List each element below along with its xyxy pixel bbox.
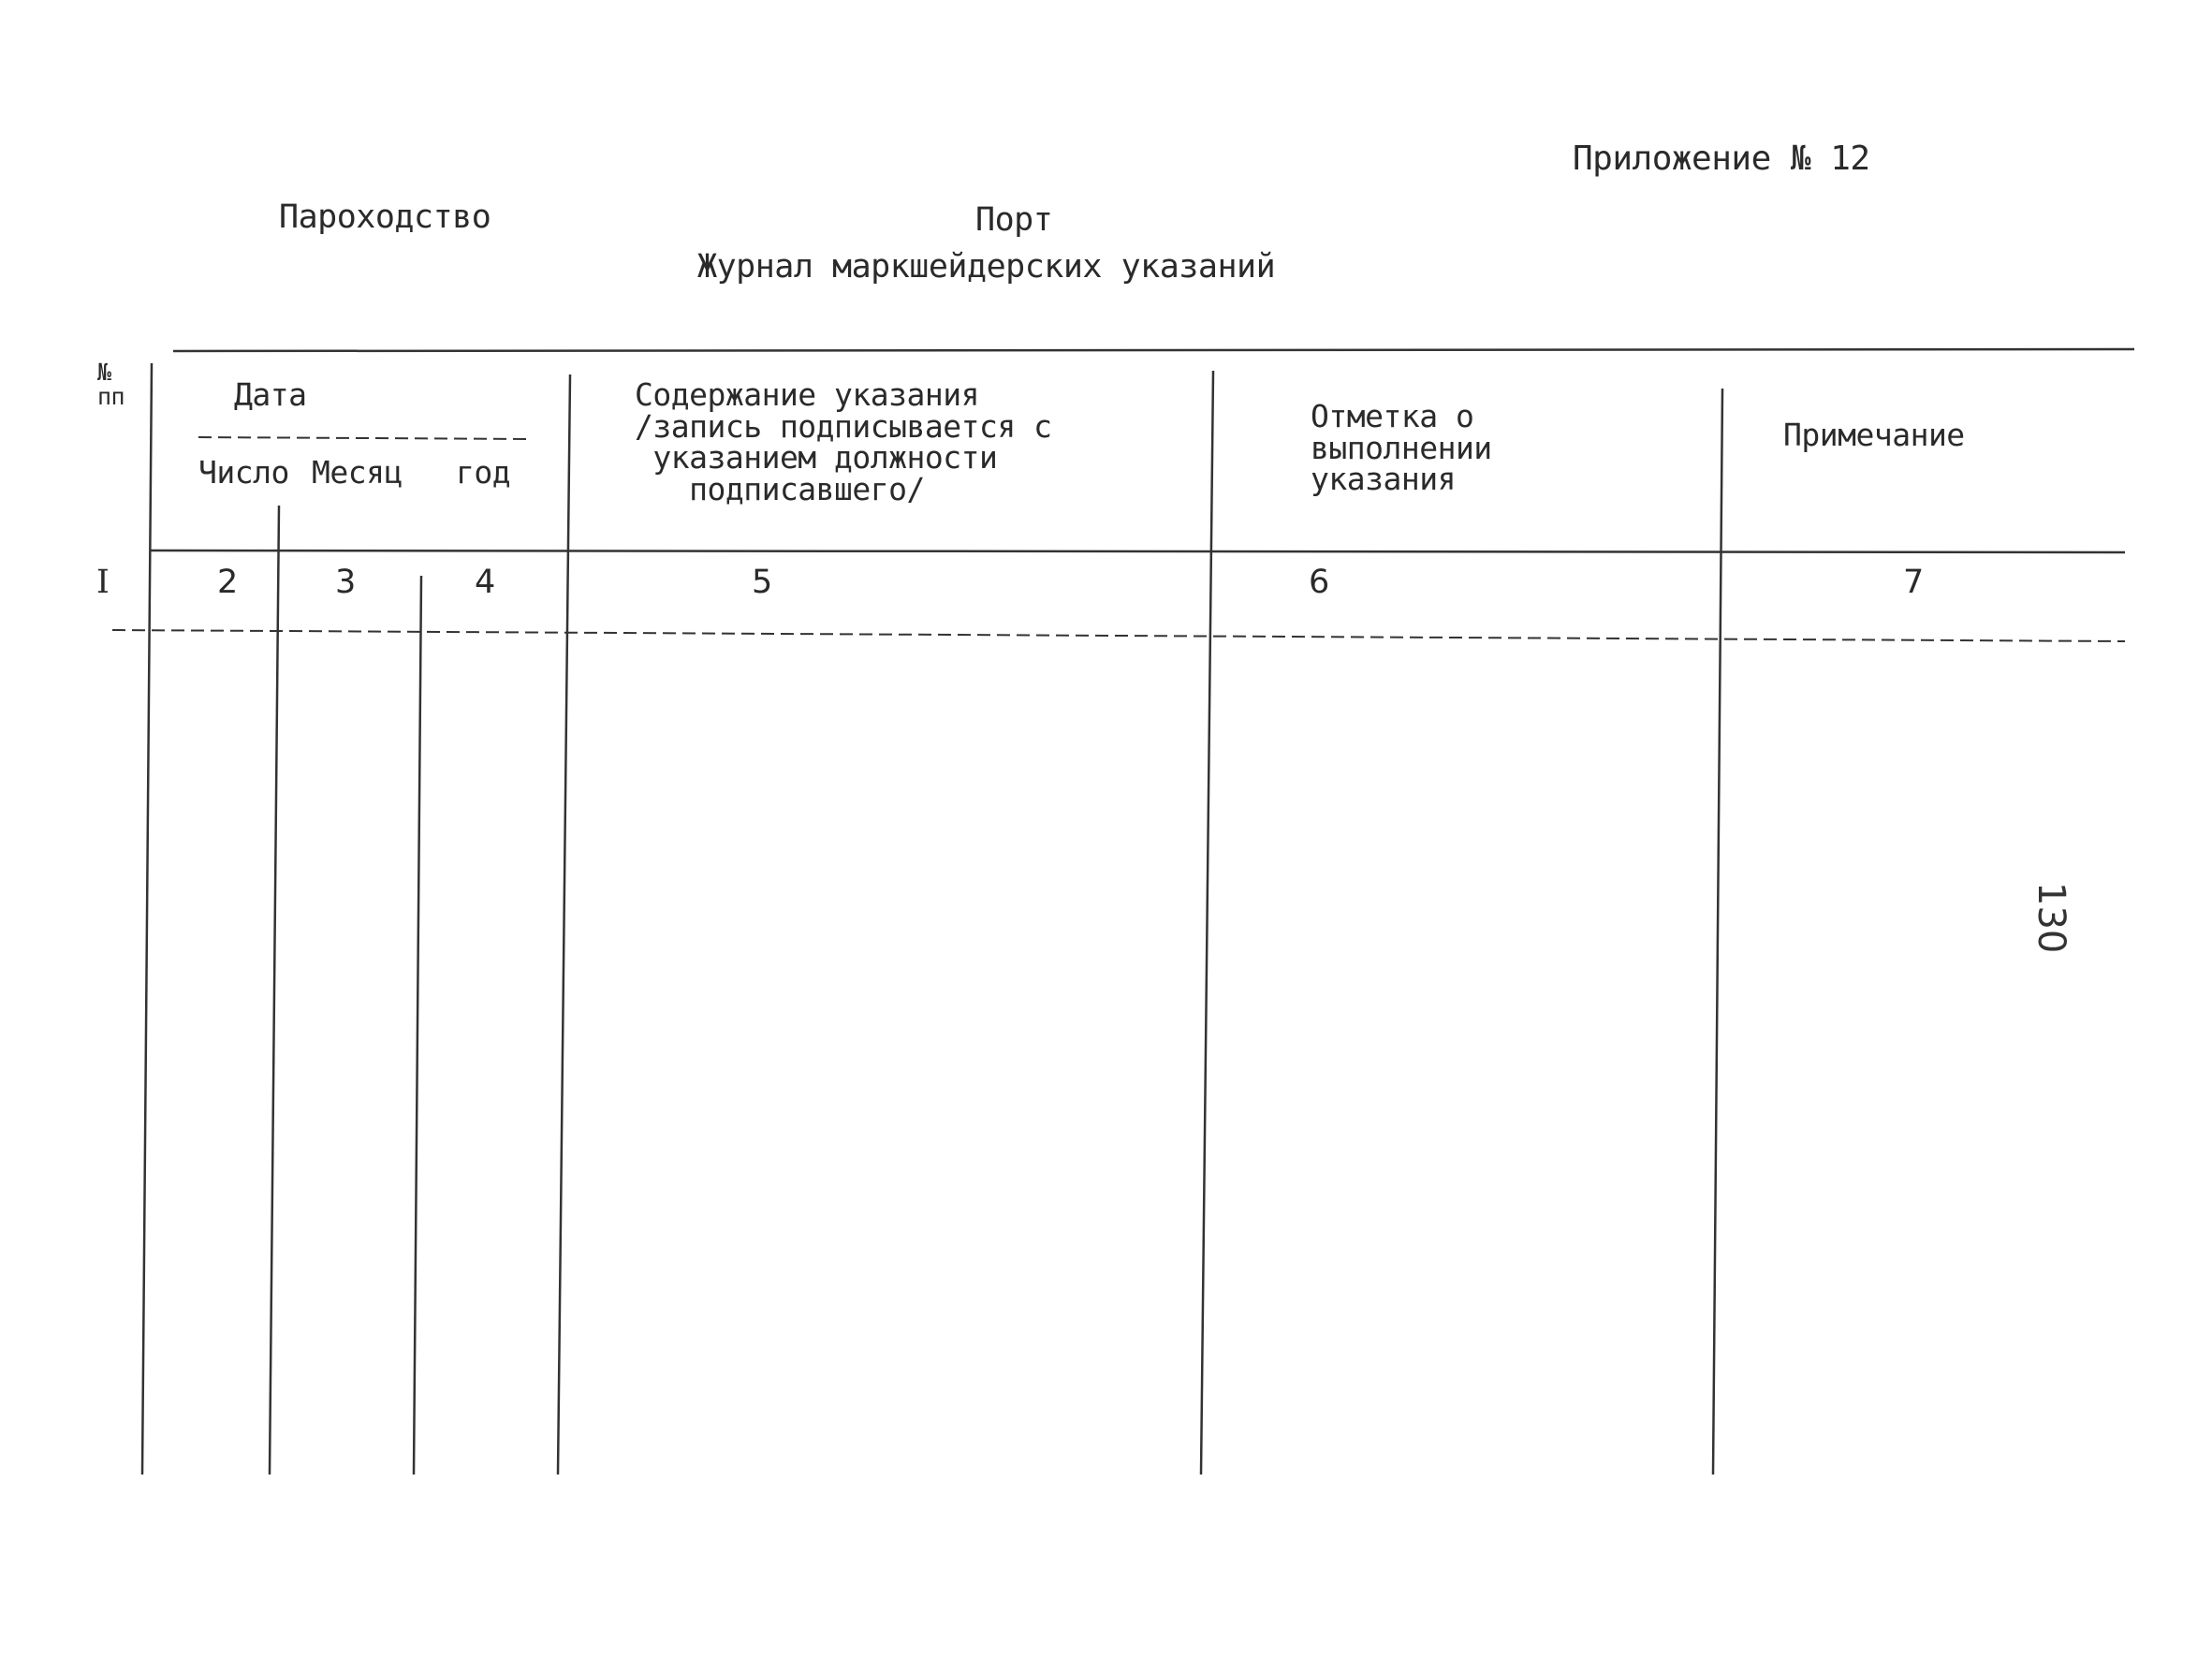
note-column-header: Примечание	[1783, 417, 1965, 453]
day-sub-header: Число	[198, 454, 289, 491]
month-sub-header: Месяц	[312, 454, 403, 491]
date-group-divider	[198, 437, 532, 439]
vline-after-number	[142, 363, 152, 1475]
year-sub-header: год	[456, 454, 511, 491]
port-label: Порт	[975, 201, 1053, 239]
column-number-3: 3	[335, 564, 356, 601]
side-page-number: 130	[2029, 882, 2073, 954]
column-number-5: 5	[752, 564, 772, 601]
column-number-4: 4	[475, 564, 495, 601]
appendix-label: Приложение № 12	[1573, 139, 1870, 178]
column-number-2: 2	[217, 564, 238, 601]
vline-after-content	[1201, 371, 1213, 1475]
date-column-header: Дата	[234, 376, 307, 413]
completion-column-header: Отметка о выполнении указания	[1311, 398, 1492, 498]
journal-title: Журнал маркшейдерских указаний	[697, 248, 1276, 286]
column-numbers-rule	[112, 630, 2125, 641]
vline-after-month	[414, 576, 421, 1475]
column-number-7: 7	[1903, 564, 1924, 601]
header-bottom-rule	[150, 550, 2125, 552]
number-column-header: № пп	[97, 359, 125, 411]
vline-after-day	[270, 506, 279, 1475]
column-number-6: 6	[1309, 564, 1329, 601]
table-top-rule	[173, 349, 2134, 351]
content-column-header: Содержание указания /запись подписывается с указанием должности подписавшего/	[635, 376, 1052, 507]
company-label: Пароходство	[279, 198, 491, 236]
vline-after-year	[558, 374, 570, 1475]
column-number-1: I	[96, 564, 110, 601]
